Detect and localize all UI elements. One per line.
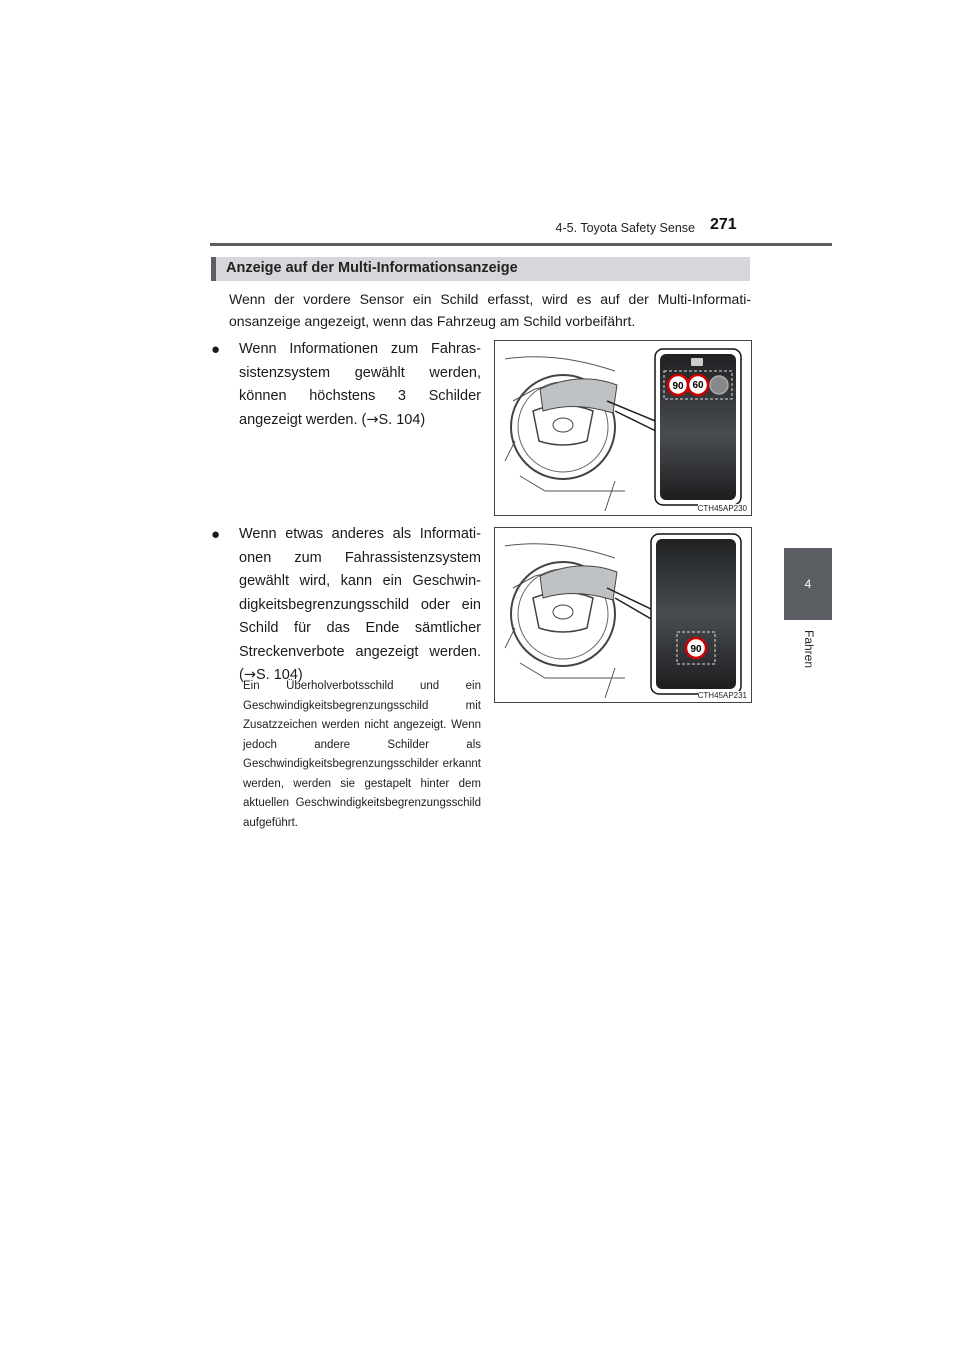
page-reference: S. 104) (378, 411, 426, 428)
section-title: Anzeige auf der Multi-Informationsanzeige (226, 260, 518, 276)
header-divider (210, 243, 832, 246)
figure-label: CTH45AP231 (697, 691, 747, 700)
chapter-tab: 4 (784, 548, 832, 620)
dashboard-illustration (495, 528, 751, 702)
intro-paragraph: Wenn der vordere Sensor ein Schild erfasst, wird es auf der Multi-Informationsanzeige angezeigt, wenn das Fahrzeug am Schild vorbeifährt. (229, 291, 751, 329)
section-marker (211, 257, 216, 281)
speed-sign-90: 90 (690, 644, 702, 655)
figure-label: CTH45AP230 (697, 504, 747, 513)
bullet-dot-icon: ● (211, 341, 221, 358)
header-section-title: 4-5. Toyota Safety Sense (555, 221, 695, 235)
dashboard-illustration (495, 341, 751, 515)
section-header (211, 257, 750, 281)
speed-sign-60: 60 (692, 380, 704, 391)
chapter-label: Fahren (802, 630, 816, 669)
figure-dashboard-three-signs (494, 340, 752, 516)
arrow-right-icon: → (366, 411, 379, 428)
figure-dashboard-one-sign (494, 527, 752, 703)
note-paragraph: Ein Überholverbotsschild und ein Geschwindigkeitsbegrenzungsschild mit Zusatzzeichen werden nicht angezeigt. Wenn jedoch andere Schilder als Geschwindigkeitsbegrenzungsschilder erkannt werden, werden sie gestapelt hinter dem aktuellen Geschwindigkeitsbegrenzungsschild aufgeführt. (243, 680, 481, 829)
arrow-right-icon: → (243, 667, 256, 683)
bullet-item-2 (211, 523, 481, 688)
page-number: 271 (710, 216, 737, 233)
bullet-text-main: Wenn etwas anderes als Informationen zum Fahrassistenzsystem gewählt wird, kann ein Geschwindigkeitsbegrenzungsschild oder ein Schild für das Ende sämtlicher Streckenverbote angezeigt werden. ( (239, 526, 481, 683)
bullet-dot-icon: ● (211, 526, 221, 543)
bullet-item-1 (211, 338, 481, 432)
bullet-text (239, 523, 481, 688)
bullet-text (239, 338, 481, 432)
speed-sign-90: 90 (672, 381, 684, 392)
page-reference: S. 104) (256, 667, 303, 683)
bullet-text-main: Wenn Informationen zum Fahrassistenzsystem gewählt werden, können höchstens 3 Schilder angezeigt werden. ( (239, 341, 481, 428)
